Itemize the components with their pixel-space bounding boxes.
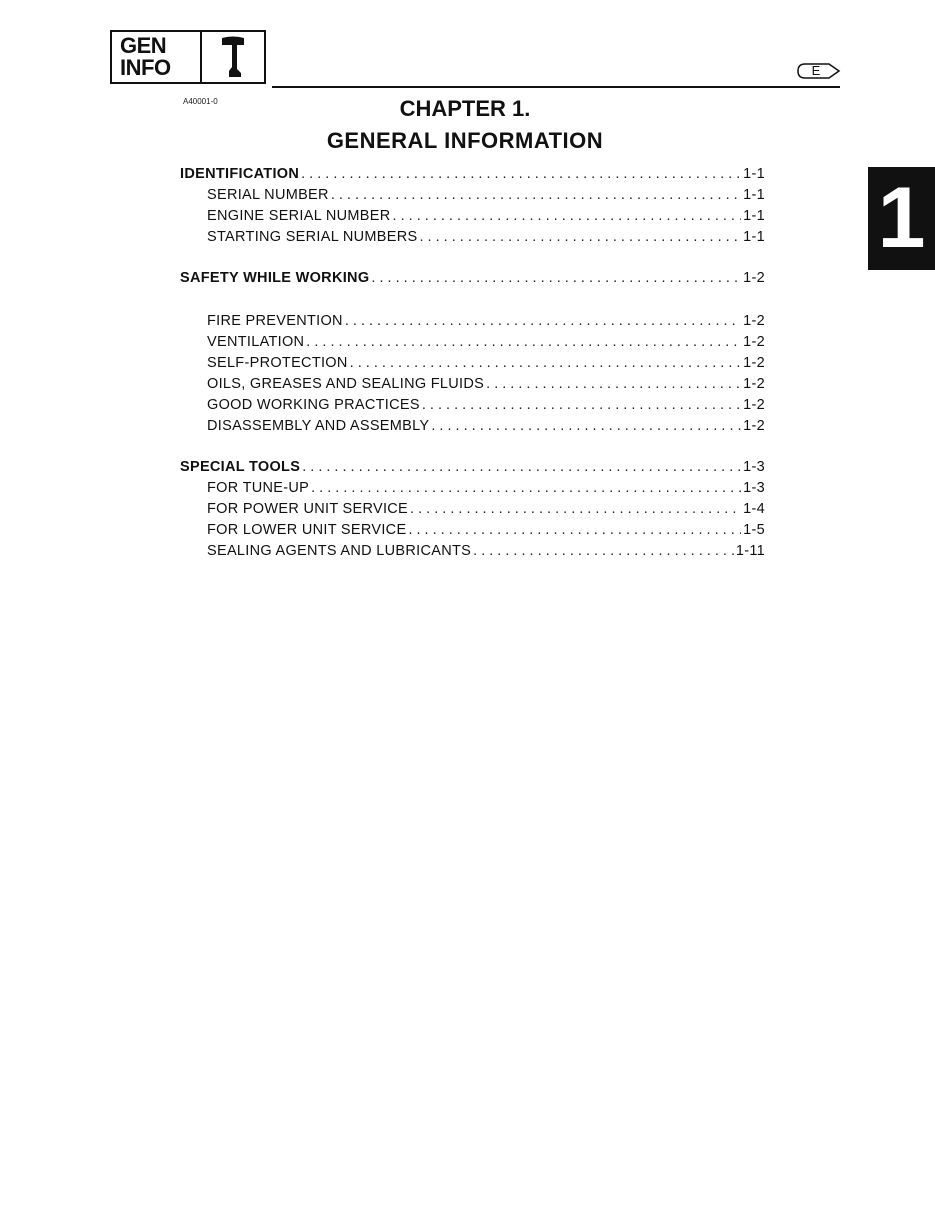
toc-leader-dots	[371, 270, 741, 286]
toc-leader-dots	[345, 313, 741, 329]
toc-page-number: 1-1	[743, 187, 765, 203]
toc-leader-dots	[410, 501, 741, 517]
toc-page-number: 1-3	[743, 459, 765, 475]
toc-item-label: FOR LOWER UNIT SERVICE	[207, 522, 407, 538]
toc-leader-dots	[302, 459, 741, 475]
gen-info-text	[112, 32, 202, 82]
toc-leader-dots	[331, 187, 741, 203]
toc-leader-dots	[350, 355, 741, 371]
toc-section-identification[interactable]	[180, 166, 765, 187]
toc-item-label: STARTING SERIAL NUMBERS	[207, 229, 418, 245]
toc-item-disassembly-assembly[interactable]	[180, 418, 765, 439]
gen-label: GEN	[120, 33, 167, 58]
toc-page-number: 1-2	[743, 313, 765, 329]
toc-leader-dots	[393, 208, 742, 224]
toc-item-serial-number[interactable]	[180, 187, 765, 208]
toc-item-label: FIRE PREVENTION	[207, 313, 343, 329]
header-rule	[272, 86, 840, 88]
table-of-contents	[180, 166, 765, 564]
toc-item-label: FOR TUNE-UP	[207, 480, 310, 496]
toc-page-number: 1-11	[735, 543, 765, 559]
toc-page-number: 1-3	[743, 480, 765, 496]
toc-leader-dots	[311, 480, 741, 496]
info-label: INFO	[120, 55, 171, 80]
toc-page-number: 1-1	[743, 229, 765, 245]
toc-item-label: SERIAL NUMBER	[207, 187, 329, 203]
toc-leader-dots	[419, 229, 741, 245]
toc-item-label: VENTILATION	[207, 334, 305, 350]
toc-page-number: 1-4	[743, 501, 765, 517]
chapter-title: CHAPTER 1.	[399, 96, 531, 121]
chapter-tab-number: 1	[877, 170, 926, 266]
toc-item-for-tune-up[interactable]	[180, 480, 765, 501]
toc-item-self-protection[interactable]	[180, 355, 765, 376]
language-badge	[796, 62, 842, 80]
toc-item-label: OILS, GREASES AND SEALING FLUIDS	[207, 376, 485, 392]
toc-item-lower-unit-service[interactable]	[180, 522, 765, 543]
toc-item-label: ENGINE SERIAL NUMBER	[207, 208, 391, 224]
toc-leader-dots	[301, 166, 741, 182]
toc-section-label: SAFETY WHILE WORKING	[180, 270, 370, 286]
outboard-motor-icon	[202, 32, 264, 82]
toc-section-label: IDENTIFICATION	[180, 166, 300, 182]
toc-section-special-tools[interactable]	[180, 459, 765, 480]
toc-leader-dots	[422, 397, 741, 413]
toc-item-power-unit-service[interactable]	[180, 501, 765, 522]
toc-page-number: 1-5	[743, 522, 765, 538]
toc-leader-dots	[473, 543, 734, 559]
toc-item-label: SELF-PROTECTION	[207, 355, 348, 371]
toc-leader-dots	[431, 418, 741, 434]
toc-section-safety[interactable]	[180, 270, 765, 291]
toc-spacer	[180, 439, 765, 459]
toc-spacer	[180, 250, 765, 270]
toc-page-number: 1-2	[743, 397, 765, 413]
chapter-tab	[868, 167, 935, 270]
toc-item-sealing-agents[interactable]	[180, 543, 765, 564]
toc-page-number: 1-2	[743, 355, 765, 371]
toc-item-starting-serial-numbers[interactable]	[180, 229, 765, 250]
toc-page-number: 1-2	[743, 418, 765, 434]
language-code: E	[811, 63, 821, 78]
toc-item-label: FOR POWER UNIT SERVICE	[207, 501, 409, 517]
gen-info-badge	[110, 30, 266, 84]
toc-leader-dots	[306, 334, 741, 350]
toc-item-engine-serial-number[interactable]	[180, 208, 765, 229]
toc-page-number: 1-2	[743, 376, 765, 392]
chapter-subtitle: GENERAL INFORMATION	[326, 128, 604, 153]
toc-item-good-working-practices[interactable]	[180, 397, 765, 418]
toc-page-number: 1-1	[743, 166, 765, 182]
toc-item-label: GOOD WORKING PRACTICES	[207, 397, 420, 413]
toc-leader-dots	[408, 522, 741, 538]
toc-item-label: DISASSEMBLY AND ASSEMBLY	[207, 418, 430, 434]
toc-item-ventilation[interactable]	[180, 334, 765, 355]
document-code: A40001-0	[183, 97, 218, 106]
toc-page-number: 1-2	[743, 270, 765, 286]
toc-item-label: SEALING AGENTS AND LUBRICANTS	[207, 543, 472, 559]
toc-page-number: 1-2	[743, 334, 765, 350]
toc-spacer	[180, 291, 765, 313]
toc-section-label: SPECIAL TOOLS	[180, 459, 301, 475]
toc-item-fire-prevention[interactable]	[180, 313, 765, 334]
toc-item-oils-greases[interactable]	[180, 376, 765, 397]
toc-page-number: 1-1	[743, 208, 765, 224]
toc-leader-dots	[486, 376, 741, 392]
